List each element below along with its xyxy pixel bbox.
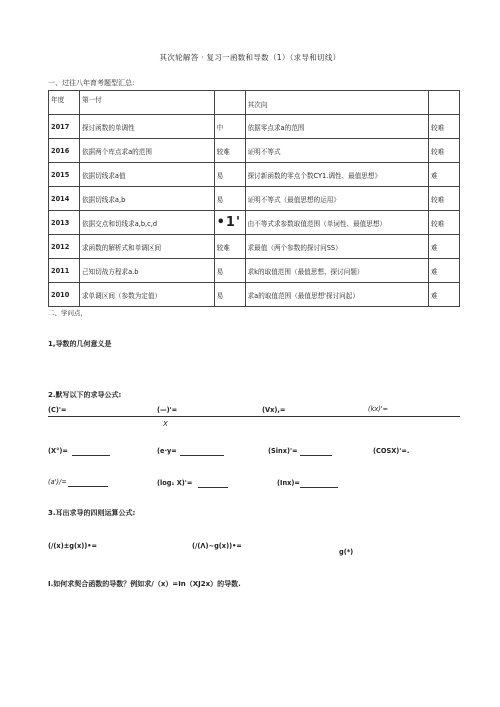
answer-line bbox=[300, 455, 332, 456]
cell-first-difficulty: 易 bbox=[214, 283, 245, 307]
answer-line bbox=[72, 455, 110, 456]
table-row bbox=[49, 211, 460, 235]
cell-second-topic: 探讨新函数的零点个数CY1.调性、最值思想》 bbox=[245, 163, 428, 187]
answer-line bbox=[180, 455, 224, 456]
cell-first-topic: 求单调区间（参数为定值） bbox=[79, 283, 214, 307]
section-heading-knowledge: 二、学问点， bbox=[48, 309, 87, 317]
question-4: I.如何求契合函数的导数？例如求/（x）=In（XJ2x）的导数. bbox=[48, 580, 241, 588]
formula-row-underline bbox=[48, 416, 460, 417]
cell-first-topic: 依据切线求a,b bbox=[79, 187, 214, 211]
formula-reciprocal: (—)'= bbox=[157, 406, 178, 414]
cell-first-difficulty: •1' bbox=[214, 211, 245, 235]
question-3: 3.耳出求导的四则运算公式: bbox=[48, 509, 136, 517]
formula-ln: (Inx)= bbox=[277, 479, 300, 487]
header-difficulty-1 bbox=[214, 91, 245, 115]
cell-second-difficulty: 难 bbox=[429, 283, 460, 307]
cell-first-difficulty: 中 bbox=[214, 115, 245, 139]
cell-first-difficulty: 较难 bbox=[214, 139, 245, 163]
cell-year: 2011 bbox=[49, 259, 80, 283]
question-2: 2.默写以下的求导公式: bbox=[48, 391, 122, 399]
cell-second-topic: 求k的取值范围（最值思想、探讨问题） bbox=[245, 259, 428, 283]
header-year: 年度 bbox=[49, 91, 80, 115]
formula-kx: (kx)'≈ bbox=[368, 405, 389, 413]
formula-sin: (Sinx)'= bbox=[268, 447, 298, 455]
header-first-question: 第一付 bbox=[79, 91, 214, 115]
cell-year: 2010 bbox=[49, 283, 80, 307]
rule-quotient-denominator: g(*) bbox=[339, 548, 354, 556]
cell-second-topic: 证明不等式（最值思想的运用》 bbox=[245, 187, 428, 211]
formula-sqrt: (Vx),= bbox=[262, 406, 286, 414]
cell-first-difficulty: 较难 bbox=[214, 235, 245, 259]
cell-second-topic: 依据零点求a的范围 bbox=[245, 115, 428, 139]
cell-second-difficulty: 较难 bbox=[429, 115, 460, 139]
cell-second-difficulty: 较难 bbox=[429, 187, 460, 211]
header-difficulty-2 bbox=[429, 91, 460, 115]
cell-second-difficulty: 难 bbox=[429, 259, 460, 283]
table-header-row bbox=[49, 91, 460, 115]
table-row bbox=[49, 235, 460, 259]
answer-line bbox=[198, 487, 228, 488]
section-heading-exam-summary: 一、过往八年育考题型汇总: bbox=[48, 79, 135, 87]
cell-first-topic: 依据切线求a值 bbox=[79, 163, 214, 187]
table-row bbox=[49, 283, 460, 307]
cell-first-topic: 探讨函数的单调性 bbox=[79, 115, 214, 139]
cell-year: 2013 bbox=[49, 211, 80, 235]
formula-power: (X°)= bbox=[48, 447, 68, 455]
formula-exp: (e·y= bbox=[157, 447, 177, 455]
table-row bbox=[49, 187, 460, 211]
cell-first-topic: 依据两个库点求a的范围 bbox=[79, 139, 214, 163]
cell-second-difficulty: 较难 bbox=[429, 139, 460, 163]
cell-year: 2014 bbox=[49, 187, 80, 211]
page-title: 其次轮解答 · 复习一函数和导数（1）（求导和切线） bbox=[159, 53, 341, 62]
formula-a-power: (a')/= bbox=[48, 478, 67, 486]
cell-second-difficulty: 难 bbox=[429, 163, 460, 187]
formula-log: (log₁ X)'= bbox=[157, 479, 193, 487]
rule-sum-difference: (/(x)±g(x))•= bbox=[48, 542, 97, 550]
rule-product: (/(Λ)~g(x))•= bbox=[192, 542, 242, 550]
cell-first-topic: 依据交点和切线求a,b,c,d bbox=[79, 211, 214, 235]
answer-line bbox=[300, 487, 338, 488]
cell-second-difficulty: 难 bbox=[429, 235, 460, 259]
header-second-question: 其次向 bbox=[245, 91, 428, 115]
cell-first-difficulty: 易 bbox=[214, 259, 245, 283]
cell-year: 2016 bbox=[49, 139, 80, 163]
table-row bbox=[49, 163, 460, 187]
formula-constant: (C)'= bbox=[48, 406, 67, 414]
cell-first-difficulty: 易 bbox=[214, 187, 245, 211]
formula-cos: (COSX)'=. bbox=[373, 447, 410, 455]
cell-year: 2015 bbox=[49, 163, 80, 187]
table-row bbox=[49, 139, 460, 163]
cell-first-difficulty: 易 bbox=[214, 163, 245, 187]
answer-line bbox=[68, 486, 108, 487]
cell-first-topic: 己知切战方程求a.b bbox=[79, 259, 214, 283]
cell-year: 2012 bbox=[49, 235, 80, 259]
cell-second-topic: 求最值（两个参数的探讨问SS） bbox=[245, 235, 428, 259]
cell-first-topic: 求函数的解析式和单调区间 bbox=[79, 235, 214, 259]
formula-denominator: X bbox=[163, 420, 168, 428]
cell-second-topic: 证明不等式 bbox=[245, 139, 428, 163]
cell-second-topic: 由不等式求参数取值范围（单词性、最值思想） bbox=[245, 211, 428, 235]
table-row bbox=[49, 259, 460, 283]
question-1: 1,导数的几何意义是 bbox=[48, 340, 112, 348]
exam-summary-table bbox=[48, 90, 460, 307]
cell-second-difficulty: 较难 bbox=[429, 211, 460, 235]
cell-year: 2017 bbox=[49, 115, 80, 139]
cell-second-topic: 求a的取值范围（最值思想'探讨问起） bbox=[245, 283, 428, 307]
table-row bbox=[49, 115, 460, 139]
